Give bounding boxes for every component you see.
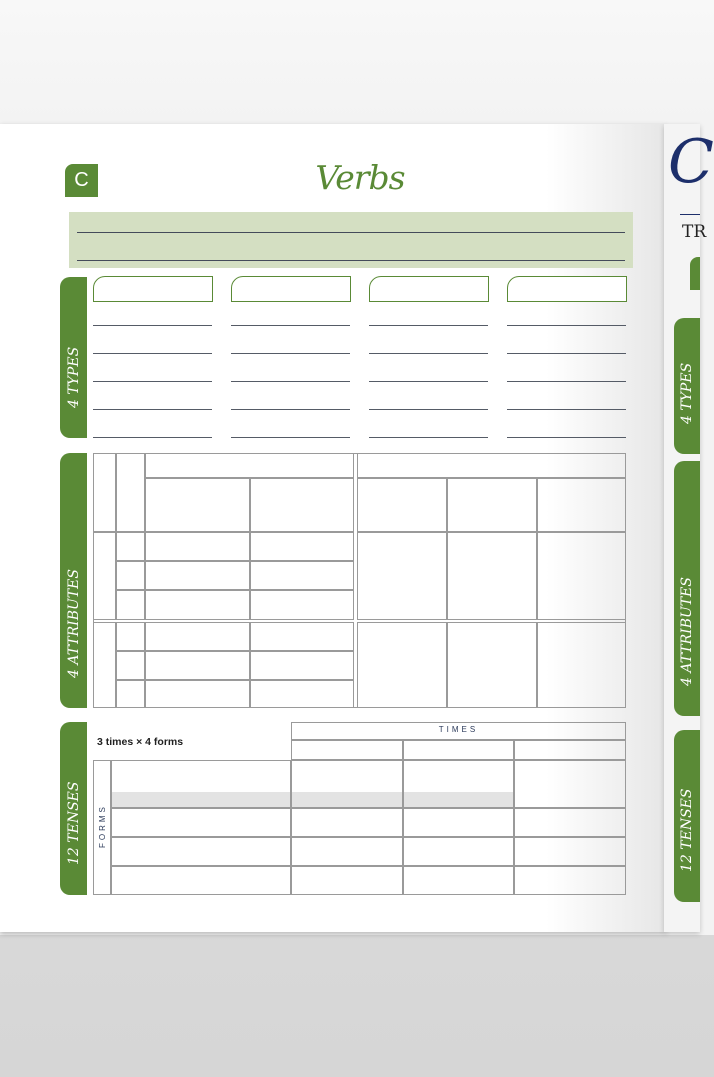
- section-letter-tab: C: [65, 164, 98, 197]
- table-cell: [447, 478, 537, 532]
- table-cell: [145, 622, 250, 651]
- tense-cell: [514, 837, 626, 866]
- title-write-area: [69, 212, 633, 268]
- table-cell: [250, 590, 354, 620]
- next-page-tab-attributes: 4 ATTRIBUTES: [674, 461, 700, 716]
- table-cell: [250, 532, 354, 561]
- table-cell: [145, 590, 250, 620]
- type-heading-box: [369, 276, 489, 302]
- table-cell: [250, 622, 354, 651]
- page-title: Verbs: [315, 158, 405, 197]
- tense-cell: [514, 760, 626, 808]
- times-header: [291, 722, 626, 740]
- tense-cell: [111, 837, 291, 866]
- table-cell: [116, 590, 145, 620]
- table-cell: [357, 622, 447, 708]
- time-column-head: [291, 740, 403, 760]
- tense-cell: [291, 808, 403, 837]
- type-heading-box: [231, 276, 351, 302]
- writing-line: [369, 437, 488, 438]
- tense-cell: [111, 866, 291, 895]
- writing-line: [77, 232, 625, 233]
- section-tab-tenses: 12 TENSES: [60, 722, 87, 895]
- table-cell: [116, 651, 145, 680]
- table-cell: [145, 453, 354, 478]
- forms-column: [93, 760, 111, 895]
- table-cell: [93, 532, 116, 620]
- table-cell: [250, 680, 354, 708]
- tense-cell: [403, 837, 514, 866]
- table-cell: [357, 532, 447, 620]
- writing-line: [231, 325, 350, 326]
- writing-line: [507, 353, 626, 354]
- writing-line: [369, 353, 488, 354]
- tense-cell: [403, 866, 514, 895]
- section-tab-attributes: 4 ATTRIBUTES: [60, 453, 87, 708]
- table-cell: [250, 651, 354, 680]
- table-cell: [145, 478, 250, 532]
- writing-line: [231, 381, 350, 382]
- table-cell: [116, 622, 145, 651]
- tenses-caption: 3 times × 4 forms: [97, 736, 184, 748]
- tense-cell: [111, 760, 291, 808]
- time-column-head: [514, 740, 626, 760]
- tense-cell: [514, 866, 626, 895]
- writing-line: [507, 381, 626, 382]
- next-page-tab-tenses: 12 TENSES: [674, 730, 700, 902]
- writing-line: [369, 409, 488, 410]
- table-cell: [250, 561, 354, 590]
- type-heading-box: [93, 276, 213, 302]
- tense-cell: [291, 760, 403, 808]
- table-cell: [93, 622, 116, 708]
- writing-line: [369, 325, 488, 326]
- table-cell: [357, 453, 626, 478]
- table-cell: [145, 532, 250, 561]
- writing-line: [93, 353, 212, 354]
- next-page-subtitle: TR: [682, 222, 707, 242]
- tense-cell: [403, 760, 514, 808]
- tense-cell: [403, 808, 514, 837]
- writing-line: [369, 381, 488, 382]
- table-cell: [145, 651, 250, 680]
- table-cell: [537, 478, 626, 532]
- writing-line: [93, 381, 212, 382]
- table-cell: [116, 561, 145, 590]
- table-cell: [145, 680, 250, 708]
- tense-cell: [291, 837, 403, 866]
- writing-line: [93, 437, 212, 438]
- time-column-head: [403, 740, 514, 760]
- next-page-letter-tab: [690, 257, 700, 290]
- next-page-title-glyph: C: [668, 127, 714, 197]
- writing-line: [231, 437, 350, 438]
- writing-line: [93, 409, 212, 410]
- times-label: TIMES: [438, 725, 479, 734]
- writing-line: [507, 437, 626, 438]
- forms-label: FORMS: [98, 804, 107, 848]
- writing-line: [93, 325, 212, 326]
- writing-line: [77, 260, 625, 261]
- table-cell: [116, 532, 145, 561]
- table-cell: [145, 561, 250, 590]
- writing-line: [231, 353, 350, 354]
- writing-line: [231, 409, 350, 410]
- table-cell: [357, 478, 447, 532]
- tense-cell: [291, 866, 403, 895]
- table-cell: [447, 532, 537, 620]
- table-cell: [116, 680, 145, 708]
- table-cell: [537, 532, 626, 620]
- tense-cell: [514, 808, 626, 837]
- table-cell: [537, 622, 626, 708]
- type-heading-box: [507, 276, 627, 302]
- writing-line: [507, 325, 626, 326]
- tense-cell: [111, 808, 291, 837]
- next-page-tab-types: 4 TYPES: [674, 318, 700, 454]
- table-cell: [116, 453, 145, 532]
- table-cell: [93, 453, 116, 532]
- table-cell: [447, 622, 537, 708]
- writing-line: [507, 409, 626, 410]
- table-cell: [250, 478, 354, 532]
- section-tab-types: 4 TYPES: [60, 277, 87, 438]
